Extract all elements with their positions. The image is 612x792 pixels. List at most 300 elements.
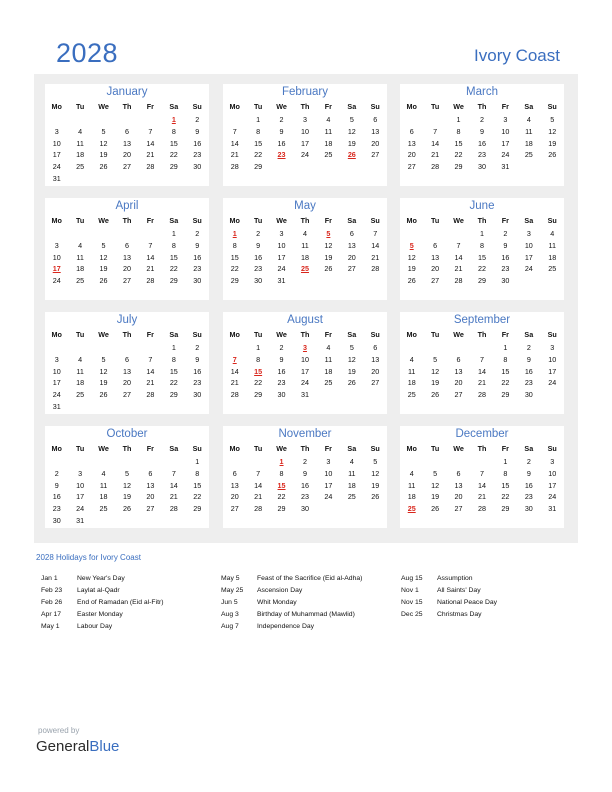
weekday-label: Tu xyxy=(254,102,263,111)
week-row xyxy=(223,389,387,401)
weekday-label: We xyxy=(98,102,109,111)
holiday-date-label: Nov 15 xyxy=(401,599,423,606)
day-cell: 12 xyxy=(548,126,557,136)
month-july xyxy=(45,312,209,414)
day-cell: 22 xyxy=(230,264,239,274)
weekday-header xyxy=(45,215,209,227)
weekday-label: We xyxy=(98,330,109,339)
weekday-label: Mo xyxy=(51,444,62,453)
day-cell: 26 xyxy=(99,276,108,286)
day-cell: 6 xyxy=(232,468,237,478)
day-cell xyxy=(340,503,363,515)
day-cell: 25 xyxy=(548,264,557,274)
weekday-label: Fr xyxy=(501,330,509,339)
day-cell: 2 xyxy=(503,229,508,238)
day-cell: 29 xyxy=(193,504,202,514)
weekday-header xyxy=(400,101,564,113)
day-cell: 17 xyxy=(300,138,309,148)
weekday-label: Tu xyxy=(254,444,263,453)
month-june xyxy=(400,198,564,300)
day-cell: 15 xyxy=(477,252,486,262)
week-row xyxy=(223,126,387,138)
weekday-label: Fr xyxy=(324,216,332,225)
day-cell: 10 xyxy=(52,138,61,148)
weekday-label: Fr xyxy=(146,444,154,453)
day-cell xyxy=(115,228,138,240)
day-cell xyxy=(423,456,446,468)
day-cell: 29 xyxy=(169,162,178,172)
week-row xyxy=(45,342,209,354)
day-cell: 25 xyxy=(76,276,85,286)
week-row xyxy=(45,149,209,161)
day-cell: 16 xyxy=(501,252,510,262)
day-cell: 24 xyxy=(52,162,61,172)
day-cell: 8 xyxy=(232,240,237,250)
day-cell: 9 xyxy=(195,354,200,364)
holiday-item xyxy=(221,597,362,609)
holiday-column xyxy=(401,573,497,621)
day-cell: 5 xyxy=(101,354,106,364)
weekday-label: Tu xyxy=(254,330,263,339)
week-row xyxy=(223,354,387,366)
holiday-date: 17 xyxy=(52,264,61,274)
holiday-name: Whit Monday xyxy=(257,599,297,606)
week-row xyxy=(400,480,564,492)
day-cell: 15 xyxy=(501,366,510,376)
weekday-label: Th xyxy=(477,330,487,339)
day-cell: 9 xyxy=(479,126,484,136)
week-row xyxy=(223,503,387,515)
weekday-label: Mo xyxy=(229,330,240,339)
weekday-header xyxy=(223,329,387,341)
weekday-label: Sa xyxy=(524,444,534,453)
holiday-date-label: Apr 17 xyxy=(41,611,62,618)
year-title: 2028 xyxy=(56,38,119,68)
day-cell: 2 xyxy=(54,468,59,478)
day-cell xyxy=(68,114,91,126)
day-cell xyxy=(364,275,387,287)
day-cell: 1 xyxy=(171,229,176,238)
day-cell: 10 xyxy=(324,468,333,478)
day-cell: 4 xyxy=(78,240,83,250)
holiday-item xyxy=(41,609,164,621)
weekday-label: Fr xyxy=(501,216,509,225)
day-cell: 11 xyxy=(99,480,108,490)
holiday-item xyxy=(41,585,164,597)
day-cell xyxy=(447,228,470,240)
day-cell xyxy=(92,456,115,468)
week-row xyxy=(45,173,209,185)
week-row xyxy=(223,240,387,252)
week-row xyxy=(45,480,209,492)
weekday-label: Su xyxy=(547,444,557,453)
week-row xyxy=(400,263,564,275)
day-cell: 2 xyxy=(195,115,200,124)
day-cell: 27 xyxy=(407,162,416,172)
day-cell: 3 xyxy=(550,457,555,466)
day-cell xyxy=(447,342,470,354)
day-cell xyxy=(340,389,363,401)
day-cell: 12 xyxy=(324,240,333,250)
holiday-column xyxy=(41,573,164,633)
weekday-header xyxy=(400,215,564,227)
day-cell: 5 xyxy=(433,468,438,478)
month-august xyxy=(223,312,387,414)
day-cell: 7 xyxy=(148,126,153,136)
day-cell: 23 xyxy=(277,378,286,388)
day-cell: 14 xyxy=(146,138,155,148)
weekday-header xyxy=(223,101,387,113)
day-cell: 29 xyxy=(277,504,286,514)
week-row xyxy=(45,456,209,468)
day-cell xyxy=(400,456,423,468)
day-cell: 11 xyxy=(407,366,416,376)
weekday-header xyxy=(400,329,564,341)
holiday-date: 3 xyxy=(302,343,307,352)
day-cell: 3 xyxy=(302,115,307,124)
day-cell: 2 xyxy=(256,229,261,238)
day-cell: 23 xyxy=(193,264,202,274)
holiday-name: National Peace Day xyxy=(437,599,498,606)
week-row xyxy=(45,389,209,401)
weekday-header xyxy=(45,101,209,113)
day-cell: 4 xyxy=(409,354,414,364)
day-cell: 8 xyxy=(171,126,176,136)
day-cell: 8 xyxy=(195,468,200,478)
holiday-item xyxy=(401,585,497,597)
day-cell: 12 xyxy=(347,126,356,136)
day-cell: 6 xyxy=(124,126,129,136)
weekday-label: Sa xyxy=(347,330,357,339)
day-cell: 9 xyxy=(256,240,261,250)
day-cell: 13 xyxy=(407,138,416,148)
holiday-name: Christmas Day xyxy=(437,611,482,618)
weekday-label: Mo xyxy=(51,102,62,111)
day-cell: 1 xyxy=(171,343,176,352)
holiday-item xyxy=(401,609,497,621)
day-cell: 6 xyxy=(409,126,414,136)
day-cell xyxy=(92,114,115,126)
day-cell: 23 xyxy=(501,264,510,274)
day-cell: 29 xyxy=(477,276,486,286)
week-row xyxy=(45,377,209,389)
day-cell: 23 xyxy=(524,492,533,502)
day-cell: 21 xyxy=(431,150,440,160)
weekday-label: Su xyxy=(547,330,557,339)
day-cell: 12 xyxy=(431,366,440,376)
day-cell: 11 xyxy=(407,480,416,490)
day-cell: 16 xyxy=(524,480,533,490)
day-cell: 12 xyxy=(347,354,356,364)
day-cell: 16 xyxy=(477,138,486,148)
day-cell: 9 xyxy=(279,354,284,364)
weekday-label: Sa xyxy=(347,102,357,111)
day-cell: 20 xyxy=(122,150,131,160)
day-cell: 8 xyxy=(503,468,508,478)
week-row xyxy=(400,228,564,240)
day-cell: 1 xyxy=(456,115,461,124)
day-cell: 2 xyxy=(279,115,284,124)
week-row xyxy=(45,263,209,275)
day-cell: 20 xyxy=(122,264,131,274)
weekday-label: Fr xyxy=(501,102,509,111)
day-cell xyxy=(317,275,340,287)
day-cell: 21 xyxy=(371,252,380,262)
day-cell: 4 xyxy=(526,115,531,124)
day-cell: 26 xyxy=(431,390,440,400)
day-cell: 24 xyxy=(76,504,85,514)
week-row xyxy=(400,377,564,389)
day-cell xyxy=(45,114,68,126)
day-cell xyxy=(162,456,185,468)
month-title: October xyxy=(106,428,148,440)
day-cell xyxy=(423,114,446,126)
weekday-label: Mo xyxy=(406,330,417,339)
month-january xyxy=(45,84,209,186)
day-cell: 13 xyxy=(371,354,380,364)
day-cell: 6 xyxy=(124,240,129,250)
day-cell: 6 xyxy=(373,343,378,352)
day-cell: 17 xyxy=(524,252,533,262)
day-cell: 16 xyxy=(52,492,61,502)
weekday-label: Th xyxy=(122,330,132,339)
holiday-name: All Saints' Day xyxy=(437,587,481,594)
weekday-label: Mo xyxy=(51,330,62,339)
day-cell xyxy=(186,401,209,413)
day-cell: 28 xyxy=(431,162,440,172)
weekday-label: Th xyxy=(300,444,310,453)
day-cell: 27 xyxy=(146,504,155,514)
day-cell: 29 xyxy=(501,504,510,514)
day-cell: 21 xyxy=(477,492,486,502)
month-title: August xyxy=(287,314,323,326)
holidays-title: 2028 Holidays for Ivory Coast xyxy=(36,553,141,562)
day-cell: 20 xyxy=(371,138,380,148)
weekday-label: Mo xyxy=(406,444,417,453)
day-cell: 1 xyxy=(503,343,508,352)
logo-text-blue: Blue xyxy=(89,738,120,755)
weekday-label: Fr xyxy=(146,330,154,339)
week-row xyxy=(223,275,387,287)
month-april xyxy=(45,198,209,300)
day-cell xyxy=(45,228,68,240)
day-cell: 20 xyxy=(407,150,416,160)
month-title: March xyxy=(466,86,498,98)
day-cell xyxy=(541,389,564,401)
day-cell: 26 xyxy=(324,264,333,274)
holiday-date: 25 xyxy=(300,264,309,274)
holiday-item xyxy=(221,609,362,621)
day-cell: 20 xyxy=(371,366,380,376)
day-cell xyxy=(270,161,293,173)
day-cell: 9 xyxy=(54,480,59,490)
day-cell: 15 xyxy=(254,138,263,148)
day-cell: 15 xyxy=(169,252,178,262)
holiday-name: New Year's Day xyxy=(77,575,125,582)
day-cell: 14 xyxy=(477,366,486,376)
day-cell: 18 xyxy=(76,150,85,160)
day-cell: 31 xyxy=(277,276,286,286)
day-cell: 2 xyxy=(279,343,284,352)
day-cell: 19 xyxy=(99,150,108,160)
day-cell: 8 xyxy=(479,240,484,250)
day-cell: 15 xyxy=(501,480,510,490)
month-title: December xyxy=(455,428,509,440)
day-cell xyxy=(223,114,246,126)
day-cell: 6 xyxy=(433,240,438,250)
day-cell: 25 xyxy=(347,492,356,502)
week-row xyxy=(400,366,564,378)
day-cell xyxy=(68,401,91,413)
day-cell: 12 xyxy=(99,138,108,148)
holiday-item xyxy=(401,573,497,585)
week-row xyxy=(223,114,387,126)
day-cell: 7 xyxy=(148,354,153,364)
day-cell xyxy=(68,173,91,185)
day-cell: 8 xyxy=(171,354,176,364)
weekday-label: Tu xyxy=(76,216,85,225)
day-cell: 2 xyxy=(195,343,200,352)
weekday-label: Sa xyxy=(169,102,179,111)
day-cell: 28 xyxy=(146,276,155,286)
day-cell: 9 xyxy=(279,126,284,136)
day-cell: 11 xyxy=(301,240,309,250)
day-cell: 23 xyxy=(193,150,202,160)
weekday-label: We xyxy=(453,330,464,339)
month-title: June xyxy=(469,200,495,212)
day-cell: 23 xyxy=(193,378,202,388)
day-cell: 16 xyxy=(193,366,202,376)
day-cell: 9 xyxy=(302,468,307,478)
day-cell xyxy=(115,173,138,185)
day-cell: 24 xyxy=(52,390,61,400)
weekday-label: Th xyxy=(300,330,310,339)
holiday-date-label: Jun 5 xyxy=(221,599,238,606)
day-cell: 7 xyxy=(373,229,378,238)
day-cell: 28 xyxy=(230,390,239,400)
weekday-label: Tu xyxy=(76,444,85,453)
day-cell xyxy=(115,456,138,468)
holiday-item xyxy=(221,621,362,633)
holiday-date-label: May 5 xyxy=(221,575,240,582)
day-cell: 8 xyxy=(256,354,261,364)
week-row xyxy=(45,468,209,480)
weekday-label: We xyxy=(453,444,464,453)
day-cell: 17 xyxy=(501,138,510,148)
holiday-date: 23 xyxy=(277,150,286,160)
weekday-label: We xyxy=(453,216,464,225)
day-cell xyxy=(45,342,68,354)
day-cell: 24 xyxy=(548,378,557,388)
day-cell: 24 xyxy=(524,264,533,274)
country-title: Ivory Coast xyxy=(474,46,560,65)
weekday-label: Tu xyxy=(76,330,85,339)
day-cell: 10 xyxy=(52,252,61,262)
day-cell: 22 xyxy=(454,150,463,160)
day-cell: 17 xyxy=(548,480,557,490)
generalblue-logo xyxy=(36,738,119,755)
day-cell: 6 xyxy=(456,468,461,478)
weekday-label: Mo xyxy=(229,216,240,225)
day-cell: 16 xyxy=(524,366,533,376)
weekday-label: We xyxy=(276,102,287,111)
day-cell: 19 xyxy=(431,492,440,502)
day-cell: 14 xyxy=(454,252,463,262)
day-cell: 19 xyxy=(122,492,131,502)
week-row xyxy=(45,401,209,413)
weekday-label: Th xyxy=(477,102,487,111)
day-cell: 10 xyxy=(548,354,557,364)
holiday-name: Easter Monday xyxy=(77,611,123,618)
weekday-label: Su xyxy=(370,330,380,339)
day-cell: 29 xyxy=(254,390,263,400)
day-cell: 4 xyxy=(302,229,307,238)
weekday-label: Tu xyxy=(431,102,440,111)
holiday-date: 5 xyxy=(409,240,414,250)
weekday-label: Fr xyxy=(146,102,154,111)
day-cell: 21 xyxy=(230,150,239,160)
month-title: April xyxy=(115,200,139,212)
day-cell: 10 xyxy=(52,366,61,376)
weekday-label: Tu xyxy=(254,216,263,225)
week-row xyxy=(45,126,209,138)
day-cell: 21 xyxy=(230,378,239,388)
day-cell: 24 xyxy=(300,378,309,388)
day-cell: 28 xyxy=(477,504,486,514)
day-cell: 6 xyxy=(456,354,461,364)
weekday-label: We xyxy=(98,216,109,225)
day-cell: 30 xyxy=(524,504,533,514)
day-cell: 30 xyxy=(477,162,486,172)
day-cell: 13 xyxy=(431,252,440,262)
holiday-item xyxy=(401,597,497,609)
day-cell: 30 xyxy=(254,276,263,286)
day-cell: 27 xyxy=(454,390,463,400)
day-cell: 25 xyxy=(76,162,85,172)
week-row xyxy=(400,161,564,173)
day-cell: 21 xyxy=(454,264,463,274)
day-cell: 15 xyxy=(230,252,239,262)
day-cell: 12 xyxy=(99,252,108,262)
day-cell: 8 xyxy=(503,354,508,364)
day-cell: 12 xyxy=(122,480,131,490)
day-cell: 21 xyxy=(169,492,178,502)
day-cell: 5 xyxy=(101,126,106,136)
week-row xyxy=(45,228,209,240)
day-cell: 10 xyxy=(501,126,510,136)
day-cell: 26 xyxy=(548,150,557,160)
day-cell xyxy=(293,161,316,173)
day-cell: 17 xyxy=(277,252,286,262)
day-cell: 7 xyxy=(456,240,461,250)
day-cell: 10 xyxy=(76,480,85,490)
month-title: January xyxy=(106,86,148,98)
week-row xyxy=(45,503,209,515)
day-cell: 30 xyxy=(52,516,61,525)
day-cell: 15 xyxy=(454,138,463,148)
day-cell: 13 xyxy=(454,366,463,376)
day-cell xyxy=(68,228,91,240)
weekday-label: Fr xyxy=(501,444,509,453)
day-cell: 27 xyxy=(431,276,440,286)
day-cell: 24 xyxy=(300,150,309,160)
day-cell xyxy=(400,228,423,240)
day-cell: 13 xyxy=(122,366,131,376)
day-cell: 4 xyxy=(78,354,83,364)
holiday-date-label: Nov 1 xyxy=(401,587,419,594)
day-cell: 4 xyxy=(326,343,331,352)
day-cell: 28 xyxy=(169,504,178,514)
